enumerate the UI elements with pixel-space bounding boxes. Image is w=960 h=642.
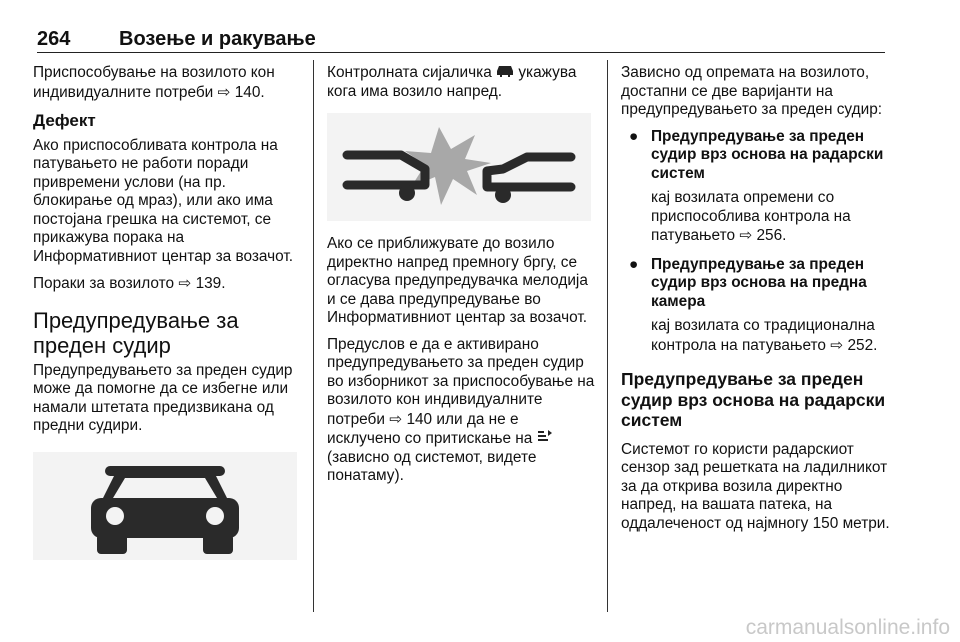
fcw-paragraph: Предупредувањето за преден судир може да помогне да се избегне или намали штетата предизвикана од предни судири. xyxy=(33,361,293,434)
page-reference-link[interactable]: 139. xyxy=(195,275,226,292)
column-1 xyxy=(33,64,301,560)
radar-paragraph: Системот го користи радарскиот сензор зад решетката на ладилникот за да открива возила директно напред, на вашата патека, на оддалеченост од најмногу 150 метри. xyxy=(621,440,890,532)
page-reference-link[interactable]: 252. xyxy=(847,336,878,354)
bullet-text: кај возилата опремени со приспособлива контрола на патувањето ⇨ 256. xyxy=(651,189,851,244)
column-divider xyxy=(313,60,314,612)
list-item xyxy=(621,256,891,356)
variants-paragraph: Зависно од опремата на возилото, достапни се две варијанти на предупредувањето за преден судир: xyxy=(621,64,883,118)
header-rule xyxy=(37,52,885,53)
prereq-paragraph: Предуслов е да е активирано предупредувањето за преден судир во изборникот за приспособување на возилото кон индивидуалните потреби ⇨ 140 или да не е исклучено со притискање на (зависно од системот, видете понатаму). xyxy=(327,335,595,484)
bullet-icon: ● xyxy=(629,127,639,145)
ref-arrow-icon: ⇨ xyxy=(217,82,231,101)
approach-paragraph: Ако се приближувате до возило директно напред премногу бргу, се огласува предупредувачка мелодија и се дава предупредување во Информативниот центар за возачот. xyxy=(327,235,588,326)
column-2 xyxy=(327,64,595,494)
messages-paragraph: Пораки за возилото ⇨ 139. xyxy=(33,274,226,292)
list-item xyxy=(621,128,891,246)
car-small-icon xyxy=(496,64,518,81)
column-divider xyxy=(607,60,608,612)
column-3 xyxy=(621,64,891,541)
page-header xyxy=(37,28,885,50)
section-heading: Предупредување за преден судир xyxy=(33,307,239,358)
distance-button-icon xyxy=(537,430,553,447)
chapter-title: Возење и ракување xyxy=(119,28,316,50)
car-front-icon xyxy=(33,452,297,560)
lamp-paragraph: Контролната сијаличка укажува кога има возило напред. xyxy=(327,64,577,100)
bullet-heading: Предупредување за преден судир врз основа на предна камера xyxy=(651,255,867,310)
watermark: carmanualsonline.info xyxy=(745,616,950,639)
page-reference-link[interactable]: 140. xyxy=(234,83,265,101)
ref-arrow-icon: ⇨ xyxy=(739,226,753,244)
page-reference-link[interactable]: 256. xyxy=(756,227,787,244)
ref-arrow-icon: ⇨ xyxy=(830,335,844,354)
bullet-heading: Предупредување за преден судир врз основа на радарски систем xyxy=(651,127,884,182)
bullet-text: кај возилата со традиционална контрола на патувањето ⇨ 252. xyxy=(651,317,878,354)
ref-arrow-icon: ⇨ xyxy=(178,274,192,292)
page-number: 264 xyxy=(37,28,71,50)
collision-icon xyxy=(327,113,591,221)
fault-paragraph: Ако приспособливата контрола на патувањето не работи поради привремени услови (на пр. блокирање од мраз), или ако има постојана грешка на системот, се прикажува порака на Информативниот центар за возачот. xyxy=(33,136,294,265)
bullet-icon: ● xyxy=(629,255,639,273)
intro-paragraph: Приспособување на возилото кон индивидуалните потреби ⇨ 140. xyxy=(33,64,275,101)
radar-heading: Предупредување за преден судир врз основа на радарски систем xyxy=(621,369,886,430)
fault-heading: Дефект xyxy=(33,111,96,130)
ref-arrow-icon: ⇨ xyxy=(389,409,403,428)
